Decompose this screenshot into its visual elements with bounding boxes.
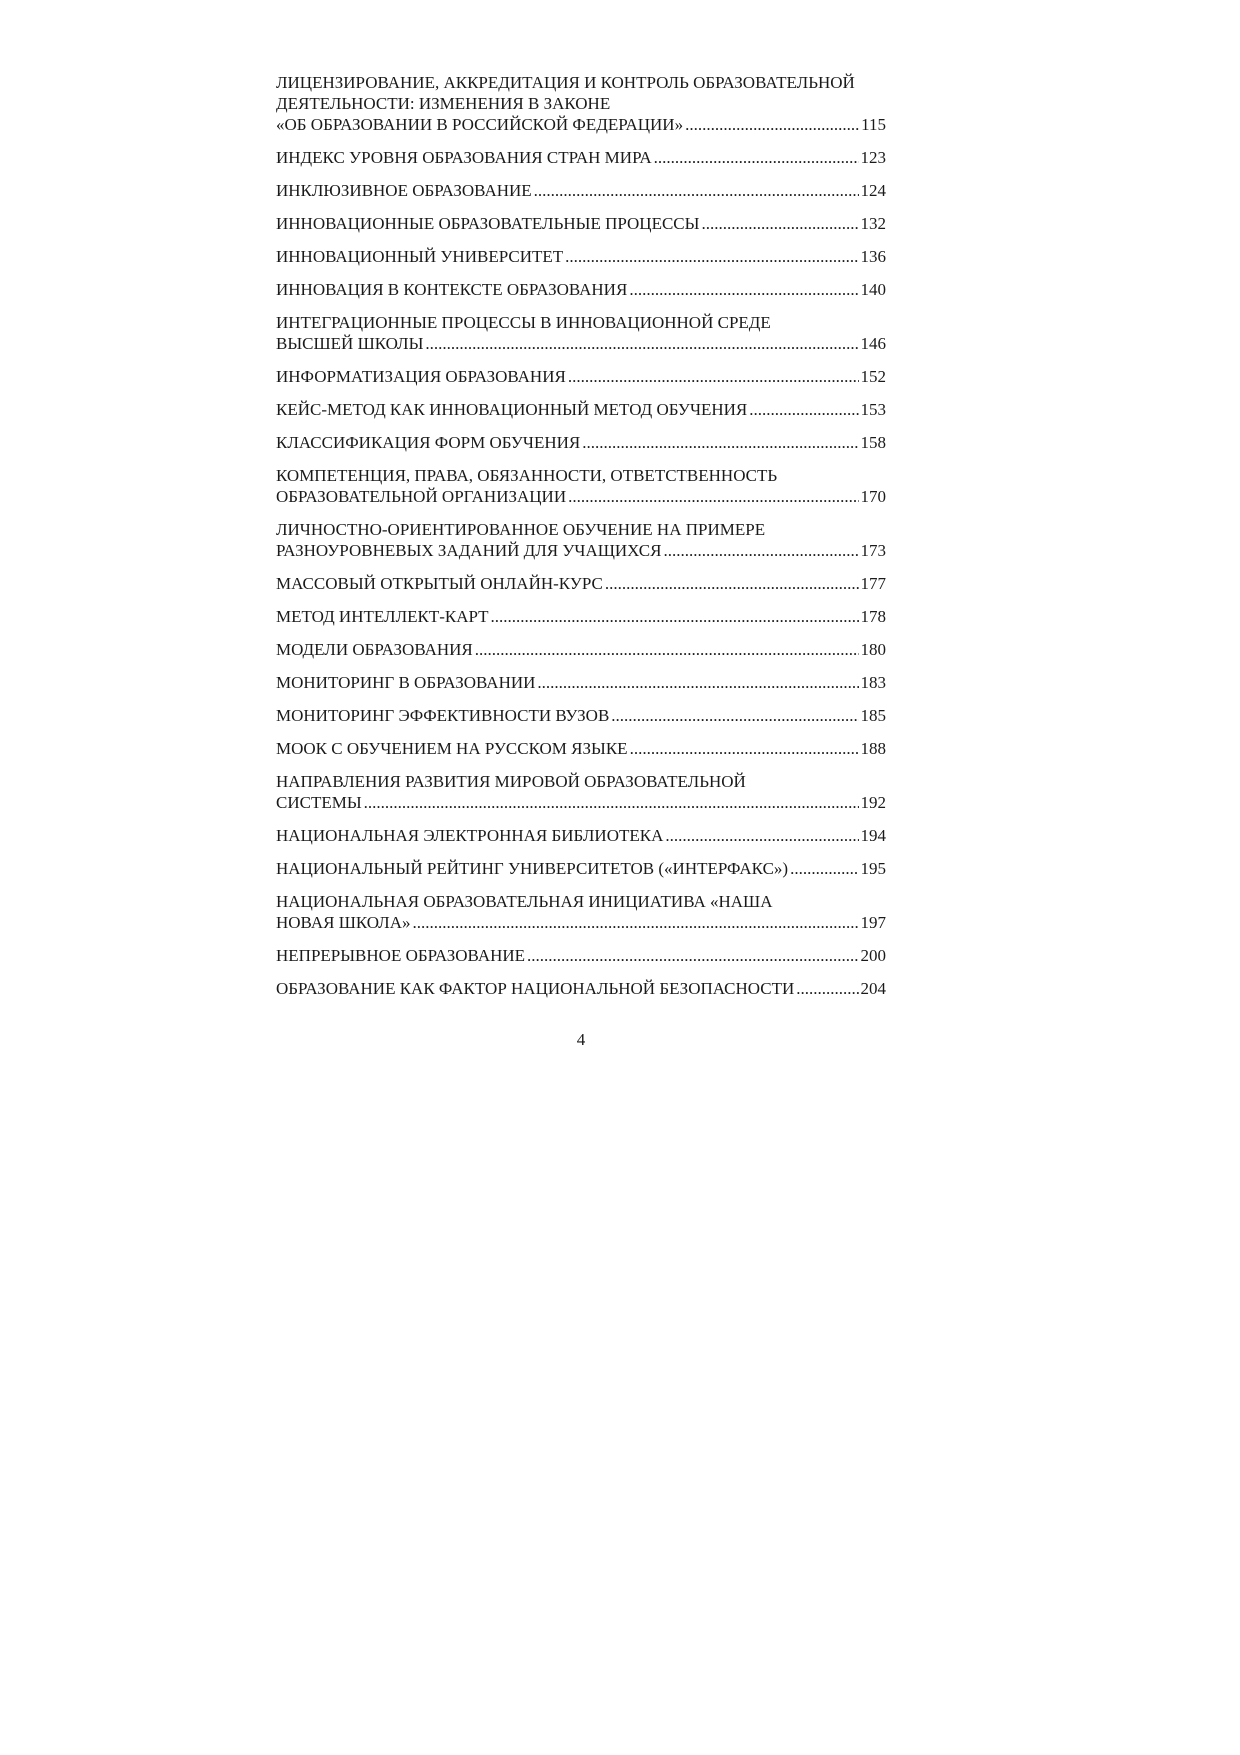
toc-entry-title: ИННОВАЦИОННЫЕ ОБРАЗОВАТЕЛЬНЫЕ ПРОЦЕССЫ — [276, 214, 700, 233]
toc-entry-title: МООК С ОБУЧЕНИЕМ НА РУССКОМ ЯЗЫКЕ — [276, 739, 628, 758]
toc-entry[interactable] — [276, 672, 886, 693]
toc-entry-title: РАЗНОУРОВНЕВЫХ ЗАДАНИЙ ДЛЯ УЧАЩИХСЯ — [276, 541, 662, 560]
toc-entry-page: 188 — [860, 739, 886, 758]
toc-entry-title: НАЦИОНАЛЬНАЯ ЭЛЕКТРОННАЯ БИБЛИОТЕКА — [276, 826, 664, 845]
dot-leader — [630, 738, 859, 759]
toc-entry-title-lead: НАЦИОНАЛЬНАЯ ОБРАЗОВАТЕЛЬНАЯ ИНИЦИАТИВА «НАША — [276, 892, 773, 911]
toc-entry-title: КЛАССИФИКАЦИЯ ФОРМ ОБУЧЕНИЯ — [276, 433, 581, 452]
toc-entry-page: 152 — [860, 367, 886, 386]
dot-leader — [749, 399, 858, 420]
toc-entry-title: ИННОВАЦИЯ В КОНТЕКСТЕ ОБРАЗОВАНИЯ — [276, 280, 628, 299]
toc-entry-title: ИННОВАЦИОННЫЙ УНИВЕРСИТЕТ — [276, 247, 564, 266]
toc-entry-title: ИНДЕКС УРОВНЯ ОБРАЗОВАНИЯ СТРАН МИРА — [276, 148, 652, 167]
toc-entry-line — [276, 366, 886, 387]
toc-entry-line — [276, 792, 886, 813]
toc-entry-title: ИНКЛЮЗИВНОЕ ОБРАЗОВАНИЕ — [276, 181, 532, 200]
toc-entry[interactable] — [276, 771, 886, 813]
toc-entry[interactable] — [276, 465, 886, 507]
toc-entry-line — [276, 945, 886, 966]
toc-entry-line — [276, 825, 886, 846]
dot-leader — [663, 540, 858, 561]
toc-entry-line — [276, 114, 886, 135]
toc-entry-title: МЕТОД ИНТЕЛЛЕКТ-КАРТ — [276, 607, 489, 626]
toc-entry[interactable] — [276, 738, 886, 759]
toc-entry-line — [276, 573, 886, 594]
toc-entry-title: НОВАЯ ШКОЛА» — [276, 913, 411, 932]
toc-entry[interactable] — [276, 858, 886, 879]
toc-entry[interactable] — [276, 366, 886, 387]
toc-entry-page: 158 — [860, 433, 886, 452]
toc-entry-page: 180 — [860, 640, 886, 659]
toc-entry-title: НЕПРЕРЫВНОЕ ОБРАЗОВАНИЕ — [276, 946, 526, 965]
toc-entry-page: 183 — [860, 673, 886, 692]
toc-entry-page: 177 — [860, 574, 886, 593]
toc-entry-title: МОНИТОРИНГ ЭФФЕКТИВНОСТИ ВУЗОВ — [276, 706, 610, 725]
toc-entry[interactable] — [276, 213, 886, 234]
toc-entry-line — [276, 858, 886, 879]
dot-leader — [537, 672, 858, 693]
toc-entry[interactable] — [276, 978, 886, 999]
toc-entry-page: 204 — [860, 979, 886, 998]
dot-leader — [790, 858, 858, 879]
toc-entry-line — [276, 639, 886, 660]
dot-leader — [611, 705, 858, 726]
toc-entry-title: НАЦИОНАЛЬНЫЙ РЕЙТИНГ УНИВЕРСИТЕТОВ («ИНТЕРФАКС») — [276, 859, 789, 878]
toc-entry-line — [276, 147, 886, 168]
toc-entry-page: 178 — [860, 607, 886, 626]
toc-entry-line — [276, 486, 886, 507]
toc-entry-title-lead: КОМПЕТЕНЦИЯ, ПРАВА, ОБЯЗАННОСТИ, ОТВЕТСТВЕННОСТЬ — [276, 466, 778, 485]
dot-leader — [685, 114, 859, 135]
toc-entry-title: ИНФОРМАТИЗАЦИЯ ОБРАЗОВАНИЯ — [276, 367, 566, 386]
toc-entry-page: 132 — [860, 214, 886, 233]
dot-leader — [527, 945, 858, 966]
dot-leader — [475, 639, 859, 660]
toc-entry-page: 123 — [860, 148, 886, 167]
dot-leader — [701, 213, 858, 234]
dot-leader — [629, 279, 858, 300]
toc-entry-line — [276, 606, 886, 627]
toc-entry-page: 170 — [860, 487, 886, 506]
toc-entry-page: 136 — [860, 247, 886, 266]
toc-entry-line — [276, 333, 886, 354]
toc-entry-line — [276, 213, 886, 234]
dot-leader — [568, 366, 859, 387]
toc-entry[interactable] — [276, 312, 886, 354]
toc-entry[interactable] — [276, 705, 886, 726]
dot-leader — [582, 432, 858, 453]
toc-entry-page: 140 — [860, 280, 886, 299]
dot-leader — [665, 825, 858, 846]
toc-entry[interactable] — [276, 180, 886, 201]
toc-entry-page: 173 — [860, 541, 886, 560]
toc-entry[interactable] — [276, 891, 886, 933]
toc-entry[interactable] — [276, 825, 886, 846]
toc-entry-line — [276, 738, 886, 759]
toc-entry-title: «ОБ ОБРАЗОВАНИИ В РОССИЙСКОЙ ФЕДЕРАЦИИ» — [276, 115, 684, 134]
toc-entry-page: 153 — [860, 400, 886, 419]
toc-entry-page: 192 — [860, 793, 886, 812]
toc-entry[interactable] — [276, 147, 886, 168]
toc-entry[interactable] — [276, 399, 886, 420]
toc-entry[interactable] — [276, 945, 886, 966]
toc-entry-line — [276, 672, 886, 693]
toc-entry[interactable] — [276, 606, 886, 627]
toc-entry-title-lead: ЛИЦЕНЗИРОВАНИЕ, АККРЕДИТАЦИЯ И КОНТРОЛЬ ОБРАЗОВАТЕЛЬНОЙ ДЕЯТЕЛЬНОСТИ: ИЗМЕНЕНИЯ В ЗАКОНЕ — [276, 73, 855, 113]
toc-entry-page: 185 — [860, 706, 886, 725]
toc-entry-title-lead: НАПРАВЛЕНИЯ РАЗВИТИЯ МИРОВОЙ ОБРАЗОВАТЕЛЬНОЙ — [276, 772, 746, 791]
toc-entry-page: 200 — [860, 946, 886, 965]
toc-entry[interactable] — [276, 639, 886, 660]
toc-entry-page: 115 — [861, 115, 886, 134]
dot-leader — [364, 792, 859, 813]
toc-entry-line — [276, 432, 886, 453]
toc-entry-line — [276, 246, 886, 267]
dot-leader — [796, 978, 858, 999]
toc-entry-line — [276, 279, 886, 300]
toc-entry[interactable] — [276, 432, 886, 453]
toc-entry-title: ОБРАЗОВАТЕЛЬНОЙ ОРГАНИЗАЦИИ — [276, 487, 567, 506]
toc-entry-title: ОБРАЗОВАНИЕ КАК ФАКТОР НАЦИОНАЛЬНОЙ БЕЗОПАСНОСТИ — [276, 979, 795, 998]
toc-entry-title-lead: ЛИЧНОСТНО-ОРИЕНТИРОВАННОЕ ОБУЧЕНИЕ НА ПРИМЕРЕ — [276, 520, 766, 539]
toc-entry-title: КЕЙС-МЕТОД КАК ИННОВАЦИОННЫЙ МЕТОД ОБУЧЕНИЯ — [276, 400, 748, 419]
dot-leader — [654, 147, 859, 168]
toc-entry-line — [276, 912, 886, 933]
toc-entry[interactable] — [276, 246, 886, 267]
toc-entry-line — [276, 399, 886, 420]
toc-entry[interactable] — [276, 573, 886, 594]
toc-entry-page: 146 — [860, 334, 886, 353]
dot-leader — [565, 246, 858, 267]
toc-entry-title: МОДЕЛИ ОБРАЗОВАНИЯ — [276, 640, 473, 659]
toc-entry-title: МАССОВЫЙ ОТКРЫТЫЙ ОНЛАЙН-КУРС — [276, 574, 603, 593]
toc-entry[interactable] — [276, 519, 886, 561]
dot-leader — [534, 180, 859, 201]
toc-entry[interactable] — [276, 72, 886, 135]
dot-leader — [425, 333, 858, 354]
toc-entry-line — [276, 540, 886, 561]
dot-leader — [605, 573, 859, 594]
toc-entry-title-lead: ИНТЕГРАЦИОННЫЕ ПРОЦЕССЫ В ИННОВАЦИОННОЙ СРЕДЕ — [276, 313, 771, 332]
toc-entry-line — [276, 978, 886, 999]
toc-entry-title: СИСТЕМЫ — [276, 793, 362, 812]
dot-leader — [413, 912, 859, 933]
toc-entry-page: 124 — [860, 181, 886, 200]
page-number: 4 — [576, 1030, 586, 1049]
toc-entry-page: 194 — [860, 826, 886, 845]
toc-entry[interactable] — [276, 279, 886, 300]
toc-entry-title: ВЫСШЕЙ ШКОЛЫ — [276, 334, 424, 353]
toc-entry-line — [276, 705, 886, 726]
toc-entry-page: 195 — [860, 859, 886, 878]
toc-entry-title: МОНИТОРИНГ В ОБРАЗОВАНИИ — [276, 673, 536, 692]
dot-leader — [568, 486, 858, 507]
toc-entry-page: 197 — [860, 913, 886, 932]
table-of-contents — [276, 72, 886, 1011]
toc-entry-line — [276, 180, 886, 201]
dot-leader — [491, 606, 859, 627]
